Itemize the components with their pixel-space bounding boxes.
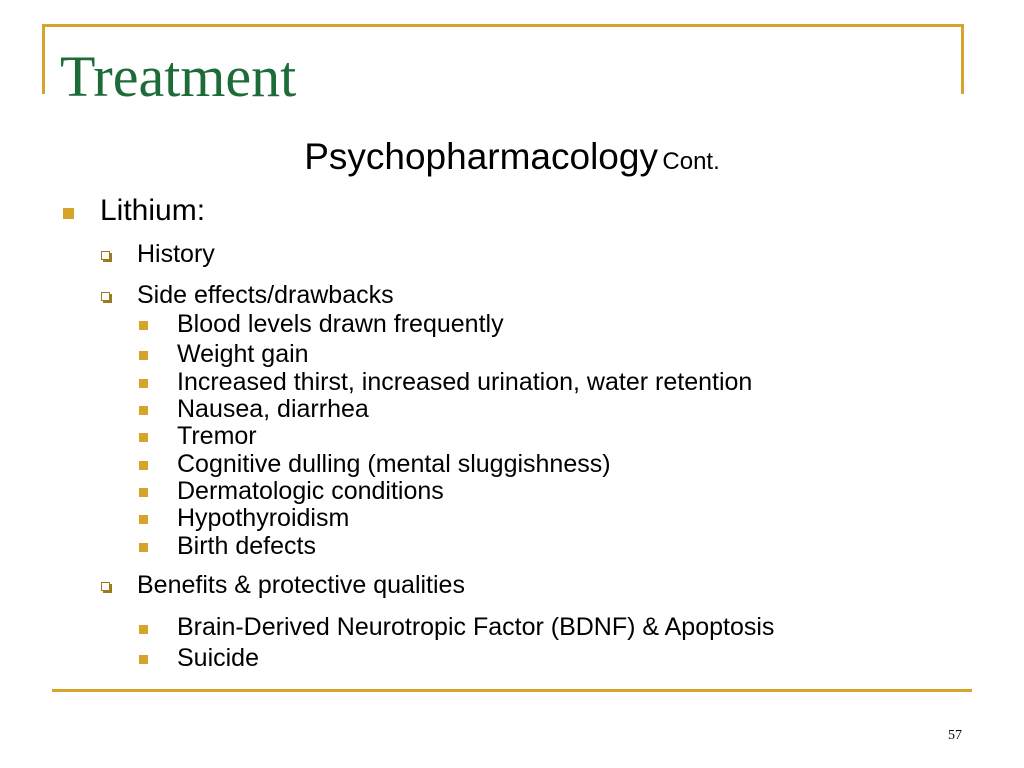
small-square-bullet-icon bbox=[139, 406, 148, 415]
frame-right-line bbox=[961, 24, 964, 94]
side-effect-list-item: Hypothyroidism bbox=[177, 504, 350, 532]
subtitle-suffix: Cont. bbox=[662, 148, 720, 175]
side-effect-list-item: Weight gain bbox=[177, 340, 309, 368]
small-square-bullet-icon bbox=[139, 488, 148, 497]
small-square-bullet-icon bbox=[139, 351, 148, 360]
lithium-heading: Lithium: bbox=[100, 194, 206, 227]
hollow-square-bullet-icon bbox=[101, 292, 110, 301]
side-effects-item: Side effects/drawbacks bbox=[137, 281, 394, 309]
page-number: 57 bbox=[948, 728, 962, 743]
frame-top-line bbox=[42, 24, 964, 27]
side-effect-list-item: Increased thirst, increased urination, water retention bbox=[177, 368, 753, 396]
side-effect-list-item: Blood levels drawn frequently bbox=[177, 310, 504, 338]
side-effect-list-item: Cognitive dulling (mental sluggishness) bbox=[177, 450, 611, 478]
small-square-bullet-icon bbox=[139, 461, 148, 470]
benefits-item: Benefits & protective qualities bbox=[137, 571, 465, 599]
benefit-list-item: Brain-Derived Neurotropic Factor (BDNF) & Apoptosis bbox=[177, 613, 775, 641]
small-square-bullet-icon bbox=[139, 655, 148, 664]
side-effect-list-item: Nausea, diarrhea bbox=[177, 395, 369, 423]
frame-bottom-line bbox=[52, 689, 972, 692]
square-bullet-icon bbox=[63, 208, 74, 219]
small-square-bullet-icon bbox=[139, 433, 148, 442]
side-effect-list-item: Tremor bbox=[177, 422, 257, 450]
small-square-bullet-icon bbox=[139, 543, 148, 552]
frame-left-line bbox=[42, 24, 45, 94]
small-square-bullet-icon bbox=[139, 515, 148, 524]
side-effect-list-item: Birth defects bbox=[177, 532, 316, 560]
hollow-square-bullet-icon bbox=[101, 582, 110, 591]
history-item: History bbox=[137, 240, 215, 268]
small-square-bullet-icon bbox=[139, 379, 148, 388]
subtitle-text: Psychopharmacology bbox=[304, 136, 658, 177]
benefit-list-item: Suicide bbox=[177, 644, 259, 672]
hollow-square-bullet-icon bbox=[101, 251, 110, 260]
slide-title: Treatment bbox=[60, 44, 297, 109]
small-square-bullet-icon bbox=[139, 321, 148, 330]
side-effect-list-item: Dermatologic conditions bbox=[177, 477, 444, 505]
slide-subtitle bbox=[0, 136, 1024, 178]
small-square-bullet-icon bbox=[139, 625, 148, 634]
